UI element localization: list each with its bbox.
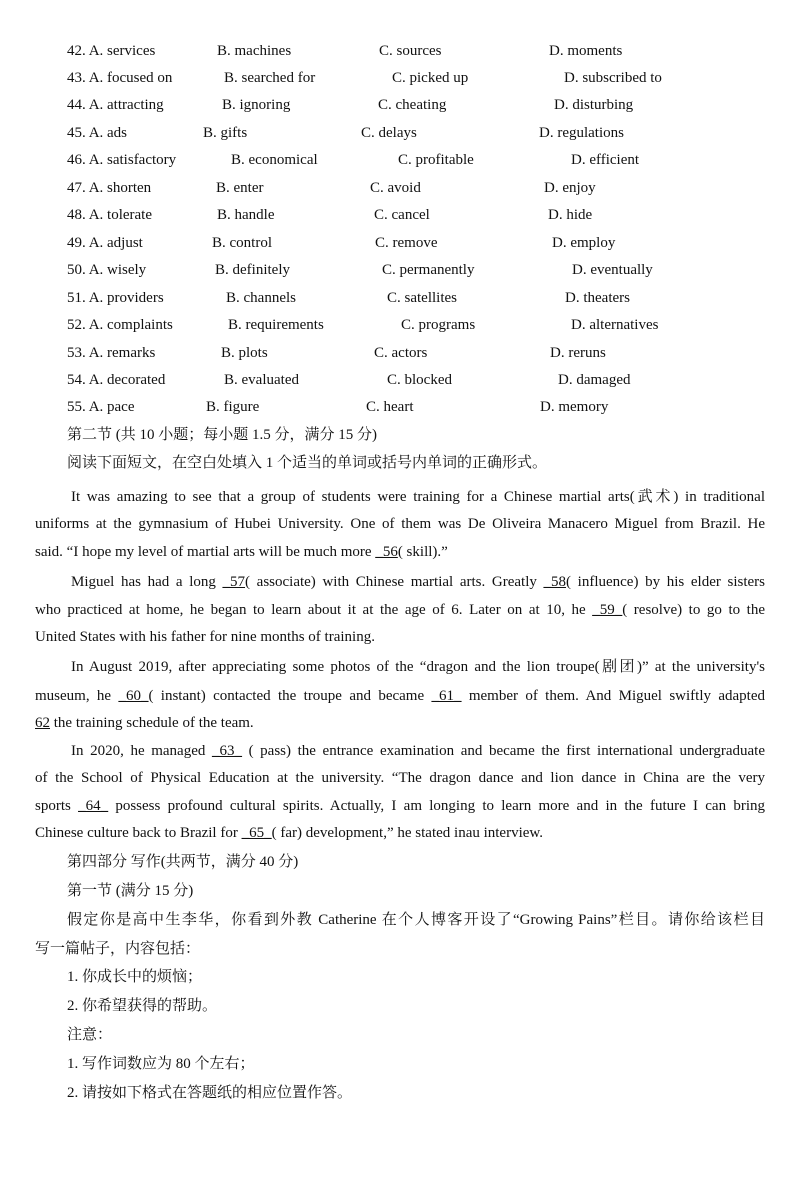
option-d: D. eventually: [572, 262, 653, 278]
option-a: 52. A. complaints: [67, 317, 173, 333]
passage-p4-line2: of the School of Physical Education at the university. “The dragon dance and lion dance in China are the very: [35, 770, 765, 786]
note-1: 1. 写作词数应为 80 个左右；: [67, 1056, 255, 1072]
option-c: C. cancel: [374, 207, 430, 223]
option-d: D. employ: [552, 235, 616, 251]
option-a: 45. A. ads: [67, 125, 128, 141]
option-c: C. picked up: [392, 70, 469, 86]
option-a: 49. A. adjust: [67, 235, 143, 251]
passage-p4-line4: Chinese culture back to Brazil for _65_( far) development,” he stated inau interview.: [35, 825, 544, 841]
option-b: B. searched for: [224, 70, 316, 86]
option-c: C. delays: [361, 125, 417, 141]
note-2: 2. 请按如下格式在答题纸的相应位置作答。: [67, 1085, 353, 1101]
passage-p3-line2: museum, he _60_( instant) contacted the troupe and became _61_ member of them. And Miguel swiftly adapted: [35, 688, 765, 704]
blank-60[interactable]: _60_: [118, 688, 149, 704]
option-b: B. ignoring: [222, 97, 291, 113]
passage-p3-line3: 62 the training schedule of the team.: [35, 715, 254, 731]
option-c: C. permanently: [382, 262, 475, 278]
option-b: B. gifts: [203, 125, 248, 141]
blank-64[interactable]: _64_: [78, 798, 109, 814]
passage-p3-line1: In August 2019, after appreciating some photos of the “dragon and the lion troupe(剧团)” at the university's: [71, 659, 765, 675]
option-c: C. avoid: [370, 180, 421, 196]
option-a: 43. A. focused on: [67, 70, 173, 86]
option-c: C. satellites: [387, 290, 457, 306]
section2-heading: 第二节 (共 10 小题；每小题 1.5 分，满分 15 分): [67, 427, 377, 443]
passage-p4-line3: sports _64_ possess profound cultural spirits. Actually, I am longing to learn more and in the future I can bring: [35, 798, 765, 814]
option-b: B. definitely: [215, 262, 290, 278]
option-c: C. sources: [379, 43, 442, 59]
blank-56[interactable]: _56: [375, 544, 398, 560]
blank-61[interactable]: _61_: [431, 688, 462, 704]
blank-65[interactable]: _65_: [241, 825, 272, 841]
passage-p2-line2: who practiced at home, he began to learn about it at the age of 6. Later on at 10, he _59_( resolve) to go to the: [35, 602, 765, 618]
part4-heading: 第四部分 写作(共两节，满分 40 分): [67, 854, 299, 870]
option-a: 44. A. attracting: [67, 97, 164, 113]
option-d: D. hide: [548, 207, 593, 223]
option-b: B. requirements: [228, 317, 324, 333]
option-d: D. damaged: [558, 372, 631, 388]
writing-item-2: 2. 你希望获得的帮助。: [67, 998, 218, 1014]
option-d: D. alternatives: [571, 317, 659, 333]
option-a: 51. A. providers: [67, 290, 164, 306]
passage-p1-line1: It was amazing to see that a group of students were training for a Chinese martial arts(武术) in traditional: [71, 489, 765, 505]
option-d: D. efficient: [571, 152, 640, 168]
blank-57[interactable]: _57: [222, 574, 246, 590]
option-c: C. actors: [374, 345, 428, 361]
option-d: D. regulations: [539, 125, 624, 141]
passage-p1-line3: said. “I hope my level of martial arts will be much more _56( skill).”: [35, 544, 448, 560]
option-a: 47. A. shorten: [67, 180, 152, 196]
option-b: B. economical: [231, 152, 318, 168]
part4-section1: 第一节 (满分 15 分): [67, 883, 194, 899]
option-b: B. control: [212, 235, 272, 251]
option-d: D. disturbing: [554, 97, 634, 113]
option-b: B. channels: [226, 290, 296, 306]
passage-p4-line1: In 2020, he managed _63_ ( pass) the entrance examination and became the first international undergraduate: [71, 743, 765, 759]
option-a: 53. A. remarks: [67, 345, 156, 361]
option-d: D. reruns: [550, 345, 606, 361]
option-a: 42. A. services: [67, 43, 156, 59]
option-c: C. programs: [401, 317, 476, 333]
option-d: D. theaters: [565, 290, 630, 306]
option-b: B. plots: [221, 345, 268, 361]
passage-p2-line1: Miguel has had a long _57( associate) with Chinese martial arts. Greatly _58( influence) by his elder sisters: [71, 574, 765, 590]
option-b: B. handle: [217, 207, 275, 223]
option-a: 54. A. decorated: [67, 372, 166, 388]
option-d: D. enjoy: [544, 180, 596, 196]
note-label: 注意：: [67, 1027, 113, 1043]
writing-prompt-line2: 写一篇帖子，内容包括：: [35, 941, 201, 957]
option-d: D. moments: [549, 43, 623, 59]
section2-instruction: 阅读下面短文，在空白处填入 1 个适当的单词或括号内单词的正确形式。: [67, 455, 548, 471]
option-c: C. blocked: [387, 372, 452, 388]
passage-p2-line3: United States with his father for nine months of training.: [35, 629, 375, 645]
option-b: B. enter: [216, 180, 264, 196]
option-a: 48. A. tolerate: [67, 207, 152, 223]
option-a: 55. A. pace: [67, 399, 135, 415]
option-c: C. cheating: [378, 97, 447, 113]
blank-62[interactable]: 62: [35, 715, 50, 731]
option-c: C. remove: [375, 235, 438, 251]
option-b: B. machines: [217, 43, 292, 59]
option-a: 46. A. satisfactory: [67, 152, 177, 168]
passage-p1-line2: uniforms at the gymnasium of Hubei University. One of them was De Oliveira Manacero Miguel from Brazil. He: [35, 516, 765, 532]
blank-58[interactable]: _58: [543, 574, 567, 590]
option-b: B. evaluated: [224, 372, 299, 388]
option-d: D. subscribed to: [564, 70, 662, 86]
option-a: 50. A. wisely: [67, 262, 147, 278]
blank-59[interactable]: _59_: [592, 602, 623, 618]
blank-63[interactable]: _63_: [211, 743, 242, 759]
option-d: D. memory: [540, 399, 609, 415]
writing-prompt-line1: 假定你是高中生李华，你看到外教 Catherine 在个人博客开设了“Growing Pains”栏目。请你给该栏目: [67, 912, 765, 928]
option-b: B. figure: [206, 399, 260, 415]
option-c: C. profitable: [398, 152, 474, 168]
option-c: C. heart: [366, 399, 414, 415]
writing-item-1: 1. 你成长中的烦恼；: [67, 969, 203, 985]
